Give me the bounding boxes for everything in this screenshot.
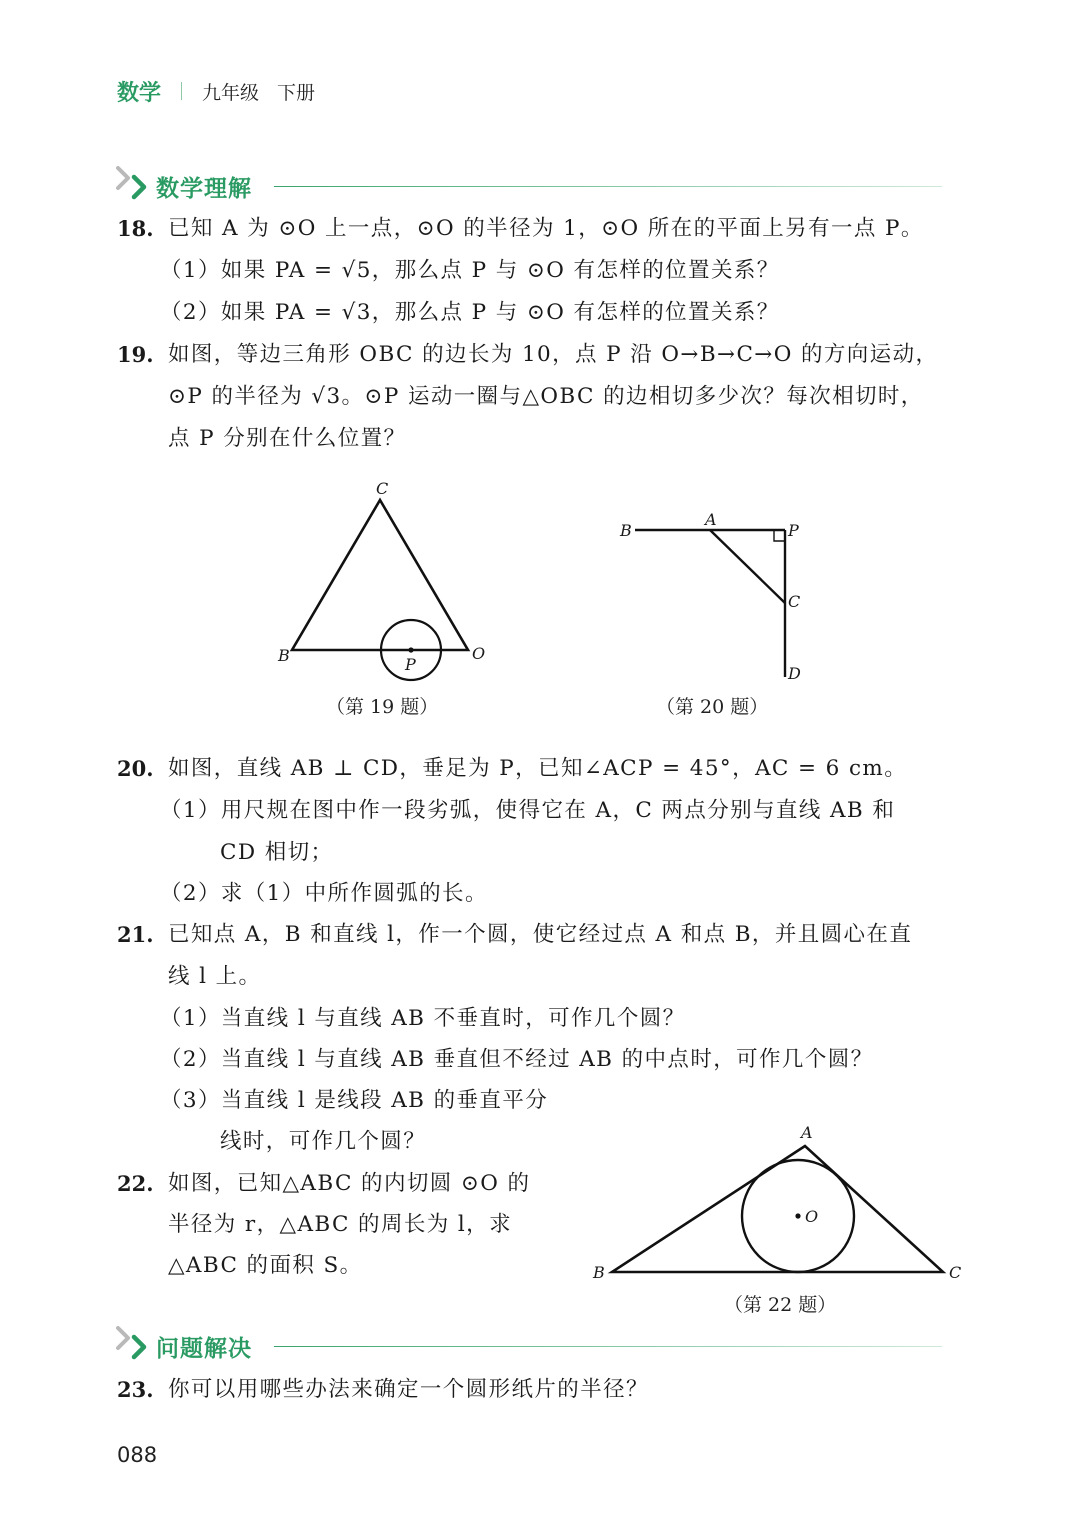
header-divider xyxy=(181,82,182,100)
figure-19-caption: （第 19 题） xyxy=(326,696,439,718)
chevron-icon xyxy=(112,1326,152,1362)
label-a: A xyxy=(801,1123,813,1142)
section-title: 数学理解 xyxy=(156,176,252,202)
label-d: D xyxy=(788,664,801,683)
label-p: P xyxy=(788,521,799,540)
label-c: C xyxy=(949,1263,962,1282)
label-b: B xyxy=(593,1263,605,1282)
header-volume: 下册 xyxy=(277,81,316,104)
problem-21-part-1: （1）当直线 l 与直线 AB 不垂直时，可作几个圆？ xyxy=(160,1006,686,1031)
header-grade: 九年级 xyxy=(202,81,260,104)
section-rule xyxy=(274,186,942,187)
problem-20-text: 如图，直线 AB ⊥ CD，垂足为 P，已知∠ACP = 45°，AC = 6 cm。 xyxy=(168,756,908,781)
label-a: A xyxy=(705,510,717,529)
problem-19-line-3: 点 P 分别在什么位置？ xyxy=(168,426,407,451)
problem-20-part-1-cont: CD 相切； xyxy=(220,840,334,865)
figure-22-caption: （第 22 题） xyxy=(724,1294,837,1316)
problem-number: 19. xyxy=(117,342,154,367)
problem-23-text: 你可以用哪些办法来确定一个圆形纸片的半径？ xyxy=(168,1377,649,1402)
label-p: P xyxy=(405,655,416,674)
problem-20-part-1: （1）用尺规在图中作一段劣弧，使得它在 A，C 两点分别与直线 AB 和 xyxy=(160,798,896,823)
problem-number: 23. xyxy=(117,1377,154,1402)
problem-number: 22. xyxy=(117,1171,154,1196)
problem-18-part-1: （1）如果 PA = √5，那么点 P 与 ⊙O 有怎样的位置关系？ xyxy=(160,258,780,283)
section-rule xyxy=(274,1346,942,1347)
problem-19-line-2: ⊙P 的半径为 √3。⊙P 运动一圈与△OBC 的边相切多少次？每次相切时， xyxy=(168,384,924,409)
right-angle-mark xyxy=(774,530,785,541)
figure-19-triangle xyxy=(270,475,500,685)
problem-22-line-2: 半径为 r，△ABC 的周长为 l，求 xyxy=(168,1212,512,1237)
center-point-o xyxy=(795,1213,800,1218)
figure-22-incircle xyxy=(585,1118,975,1288)
label-c: C xyxy=(788,592,801,611)
problem-number: 20. xyxy=(117,756,154,781)
problem-18-part-2: （2）如果 PA = √3，那么点 P 与 ⊙O 有怎样的位置关系？ xyxy=(160,300,780,325)
problem-21-part-2: （2）当直线 l 与直线 AB 垂直但不经过 AB 的中点时，可作几个圆？ xyxy=(160,1047,874,1072)
figure-20-perpendicular xyxy=(610,505,810,685)
label-o: O xyxy=(472,644,486,663)
problem-20-part-2: （2）求（1）中所作圆弧的长。 xyxy=(160,881,488,906)
label-b: B xyxy=(620,521,632,540)
problem-19-line-1: 如图，等边三角形 OBC 的边长为 10，点 P 沿 O→B→C→O 的方向运动， xyxy=(168,342,939,367)
problem-22-line-1: 如图，已知△ABC 的内切圆 ⊙O 的 xyxy=(168,1171,531,1196)
problem-18-text: 已知 A 为 ⊙O 上一点，⊙O 的半径为 1，⊙O 所在的平面上另有一点 P。 xyxy=(168,216,924,241)
problem-22-line-3: △ABC 的面积 S。 xyxy=(168,1253,363,1278)
section-heading-understanding xyxy=(112,166,942,202)
label-c: C xyxy=(376,479,389,498)
problem-number: 18. xyxy=(117,216,154,241)
problem-number: 21. xyxy=(117,922,154,947)
problem-21-line-2: 线 l 上。 xyxy=(168,964,262,989)
section-heading-problem-solving xyxy=(112,1326,942,1362)
triangle-obc xyxy=(292,500,468,650)
label-o: O xyxy=(805,1207,819,1226)
page-number: 088 xyxy=(117,1443,158,1467)
center-point-p xyxy=(408,647,413,652)
problem-21-line-1: 已知点 A，B 和直线 l，作一个圆，使它经过点 A 和点 B，并且圆心在直 xyxy=(168,922,913,947)
section-title: 问题解决 xyxy=(156,1336,252,1362)
figure-20-caption: （第 20 题） xyxy=(656,696,769,718)
running-header xyxy=(117,76,315,106)
problem-21-part-3-cont: 线时，可作几个圆？ xyxy=(220,1129,427,1154)
header-subject: 数学 xyxy=(117,80,162,106)
chevron-icon xyxy=(112,166,152,202)
label-b: B xyxy=(278,646,290,665)
problem-21-part-3: （3）当直线 l 是线段 AB 的垂直平分 xyxy=(160,1088,549,1113)
